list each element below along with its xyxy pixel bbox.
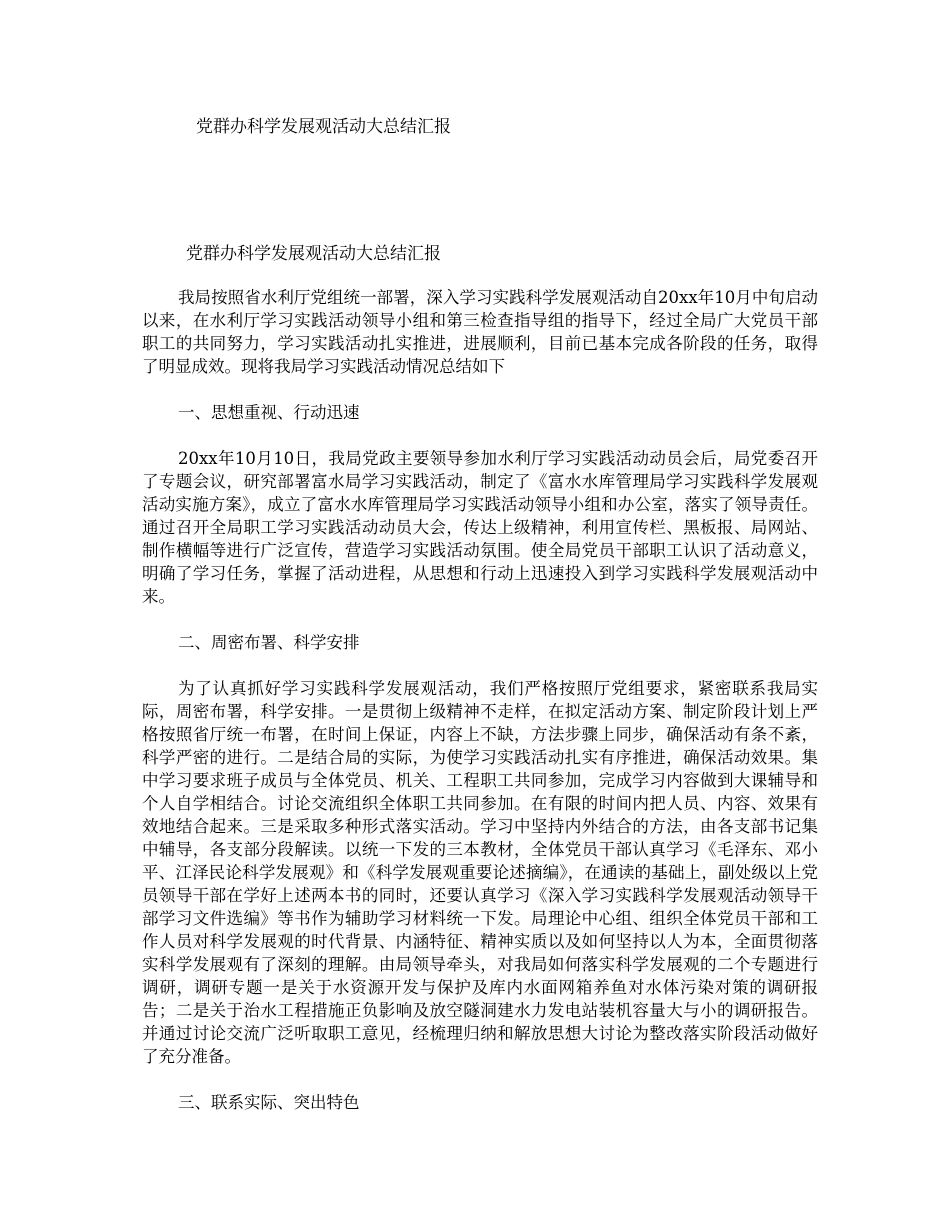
document-content	[142, 286, 818, 1137]
section-1-paragraph: 20xx年10月10日，我局党政主要领导参加水利厅学习实践活动动员会后，局党委召开了专题会议，研究部署富水局学习实践活动，制定了《富水水库管理局学习实践科学发展观活动实施方案》，成立了富水水库管理局学习实践活动领导小组和办公室，落实了领导责任。通过召开全局职工学习实践活动动员大会，传达上级精神，利用宣传栏、黑板报、局网站、制作横幅等进行广泛宣传，营造学习实践活动氛围。使全局党员干部职工认识了活动意义，明确了学习任务，掌握了活动进程，从思想和行动上迅速投入到学习实践科学发展观活动中来。	[142, 449, 818, 606]
intro-paragraph: 我局按照省水利厅党组统一部署，深入学习实践科学发展观活动自20xx年10月中旬启动以来，在水利厅学习实践活动领导小组和第三检查指导组的指导下，经过全局广大党员干部职工的共同努力，学习实践活动扎实推进，进展顺利，目前已基本完成各阶段的任务，取得了明显成效。现将我局学习实践活动情况总结如下	[142, 288, 818, 376]
document-body-title: 党群办科学发展观活动大总结汇报	[186, 244, 441, 264]
document-header-title: 党群办科学发展观活动大总结汇报	[196, 117, 451, 137]
section-heading-1: 一、思想重视、行动迅速	[178, 403, 360, 422]
section-heading-3: 三、联系实际、突出特色	[178, 1093, 360, 1112]
section-2-paragraph: 为了认真抓好学习实践科学发展观活动，我们严格按照厅党组要求，紧密联系我局实际，周密布署，科学安排。一是贯彻上级精神不走样，在拟定活动方案、制定阶段计划上严格按照省厅统一布署，在时间上保证，内容上不缺，方法步骤上同步，确保活动有条不紊，科学严密的进行。二是结合局的实际，为使学习实践活动扎实有序推进，确保活动效果。集中学习要求班子成员与全体党员、机关、工程职工共同参加，完成学习内容做到大课辅导和个人自学相结合。讨论交流组织全体职工共同参加。在有限的时间内把人员、内容、效果有效地结合起来。三是采取多种形式落实活动。学习中坚持内外结合的方法，由各支部书记集中辅导，各支部分段解读。以统一下发的三本教材，全体党员干部认真学习《毛泽东、邓小平、江泽民论科学发展观》和《科学发展观重要论述摘编》，在通读的基础上，副处级以上党员领导干部在学好上述两本书的同时，还要认真学习《深入学习实践科学发展观活动领导干部学习文件选编》等书作为辅助学习材料统一下发。局理论中心组、组织全体党员干部和工作人员对科学发展观的时代背景、内涵特征、精神实质以及如何坚持以人为本，全面贯彻落实科学发展观有了深刻的理解。由局领导牵头，对我局如何落实科学发展观的二个专题进行调研，调研专题一是关于水资源开发与保护及库内水面网箱养鱼对水体污染对策的调研报告；二是关于治水工程措施正负影响及放空隧洞建水力发电站装机容量大与小的调研报告。并通过讨论交流广泛听取职工意见，经梳理归纳和解放思想大讨论为整改落实阶段活动做好了充分准备。	[142, 679, 818, 1066]
section-heading-2: 二、周密布署、科学安排	[178, 633, 360, 652]
